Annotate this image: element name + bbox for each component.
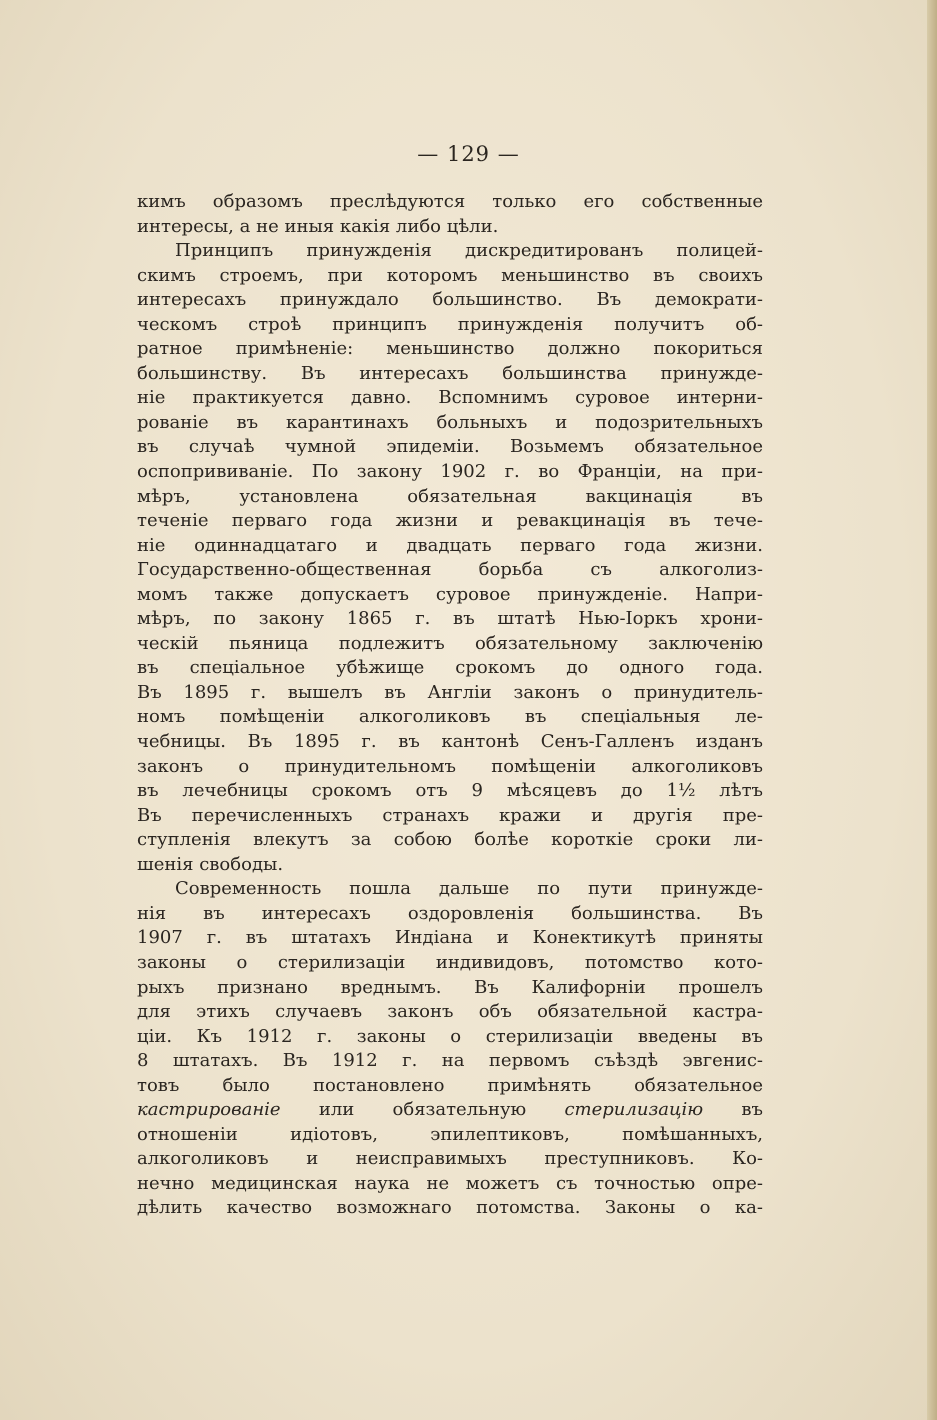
text-line: оспопрививаніе. По закону 1902 г. во Франціи, на при- bbox=[137, 461, 763, 483]
text-fragment: или обязательную bbox=[280, 1099, 565, 1121]
text-line: въ лечебницы срокомъ отъ 9 мѣсяцевъ до 1½ лѣтъ bbox=[137, 780, 763, 802]
text-line: номъ помѣщеніи алкоголиковъ въ спеціальныя ле- bbox=[137, 706, 763, 728]
text-line: мѣръ, по закону 1865 г. въ штатѣ Нью-Іоркъ хрони- bbox=[137, 608, 763, 630]
text-line: теченіе перваго года жизни и ревакцинація въ тече- bbox=[137, 510, 763, 532]
text-line: алкоголиковъ и неисправимыхъ преступниковъ. Ко- bbox=[137, 1148, 763, 1170]
text-line: 1907 г. въ штатахъ Индіана и Конектикутѣ приняты bbox=[137, 927, 763, 949]
text-line: ратное примѣненіе: меньшинство должно покориться bbox=[137, 338, 763, 360]
text-line: кимъ образомъ преслѣдуются только его собственные bbox=[137, 191, 763, 212]
text-line: для этихъ случаевъ законъ объ обязательной кастра- bbox=[137, 1001, 763, 1023]
text-line: большинству. Въ интересахъ большинства принужде- bbox=[137, 362, 763, 384]
body-text bbox=[137, 190, 763, 1221]
text-line: Современность пошла дальше по пути принужде- bbox=[175, 878, 763, 900]
text-line: ціи. Къ 1912 г. законы о стерилизаціи введены въ bbox=[137, 1025, 763, 1047]
text-line: ніе одиннадцатаго и двадцать перваго года жизни. bbox=[137, 534, 763, 556]
text-line: нечно медицинская наука не можетъ съ точностью опре- bbox=[137, 1172, 763, 1194]
text-line: Государственно-общественная борьба съ алкоголиз- bbox=[137, 559, 763, 581]
text-line: товъ было постановлено примѣнять обязательное bbox=[137, 1074, 763, 1096]
page-edge bbox=[927, 0, 937, 1420]
text-line: шенія свободы. bbox=[137, 853, 284, 875]
text-line: рыхъ признано вреднымъ. Въ Калифорніи прошелъ bbox=[137, 976, 763, 998]
text-fragment: въ bbox=[703, 1099, 763, 1121]
text-line: ческомъ строѣ принципъ принужденія получитъ об- bbox=[137, 313, 763, 335]
text-line: въ случаѣ чумной эпидеміи. Возьмемъ обязательное bbox=[137, 436, 763, 458]
text-line: Принципъ принужденія дискредитированъ полицей- bbox=[175, 240, 763, 262]
text-line: ческій пьяница подлежитъ обязательному заключенію bbox=[137, 632, 763, 654]
text-line: Въ 1895 г. вышелъ въ Англіи законъ о принудитель- bbox=[137, 681, 763, 703]
text-line: ніе практикуется давно. Вспомнимъ суровое интерни- bbox=[137, 387, 763, 409]
text-line: мѣръ, установлена обязательная вакцинація въ bbox=[137, 485, 763, 507]
text-line: законы о стерилизаціи индивидовъ, потомство кото- bbox=[137, 951, 763, 973]
text-line: нія въ интересахъ оздоровленія большинства. Въ bbox=[137, 902, 763, 924]
emphasis-castration: кастрированіе bbox=[137, 1099, 281, 1121]
text-line: Въ перечисленныхъ странахъ кражи и другія пре- bbox=[137, 804, 763, 826]
text-line: чебницы. Въ 1895 г. въ кантонѣ Сенъ-Галленъ изданъ bbox=[137, 731, 763, 753]
text-line: скимъ строемъ, при которомъ меньшинство въ своихъ bbox=[137, 264, 763, 286]
text-line: рованіе въ карантинахъ больныхъ и подозрительныхъ bbox=[137, 411, 763, 433]
text-line: момъ также допускаетъ суровое принужденіе. Напри- bbox=[137, 583, 763, 605]
emphasis-sterilization: стерилизацію bbox=[564, 1099, 704, 1121]
text-line: 8 штатахъ. Въ 1912 г. на первомъ съѣздѣ эвгенис- bbox=[137, 1050, 763, 1072]
text-line: интересы, а не иныя какія либо цѣли. bbox=[137, 215, 499, 237]
page-number: — 129 — bbox=[417, 142, 520, 166]
text-line: законъ о принудительномъ помѣщеніи алкоголиковъ bbox=[137, 755, 763, 777]
text-line: въ спеціальное убѣжище срокомъ до одного года. bbox=[137, 657, 763, 679]
text-line: отношеніи идіотовъ, эпилептиковъ, помѣшанныхъ, bbox=[137, 1123, 763, 1145]
text-line-italic bbox=[137, 1098, 763, 1123]
text-line: ступленія влекутъ за собою болѣе короткіе сроки ли- bbox=[137, 829, 763, 851]
text-line: дѣлить качество возможнаго потомства. Законы о ка- bbox=[137, 1197, 763, 1219]
text-line: интересахъ принуждало большинство. Въ демократи- bbox=[137, 289, 763, 311]
